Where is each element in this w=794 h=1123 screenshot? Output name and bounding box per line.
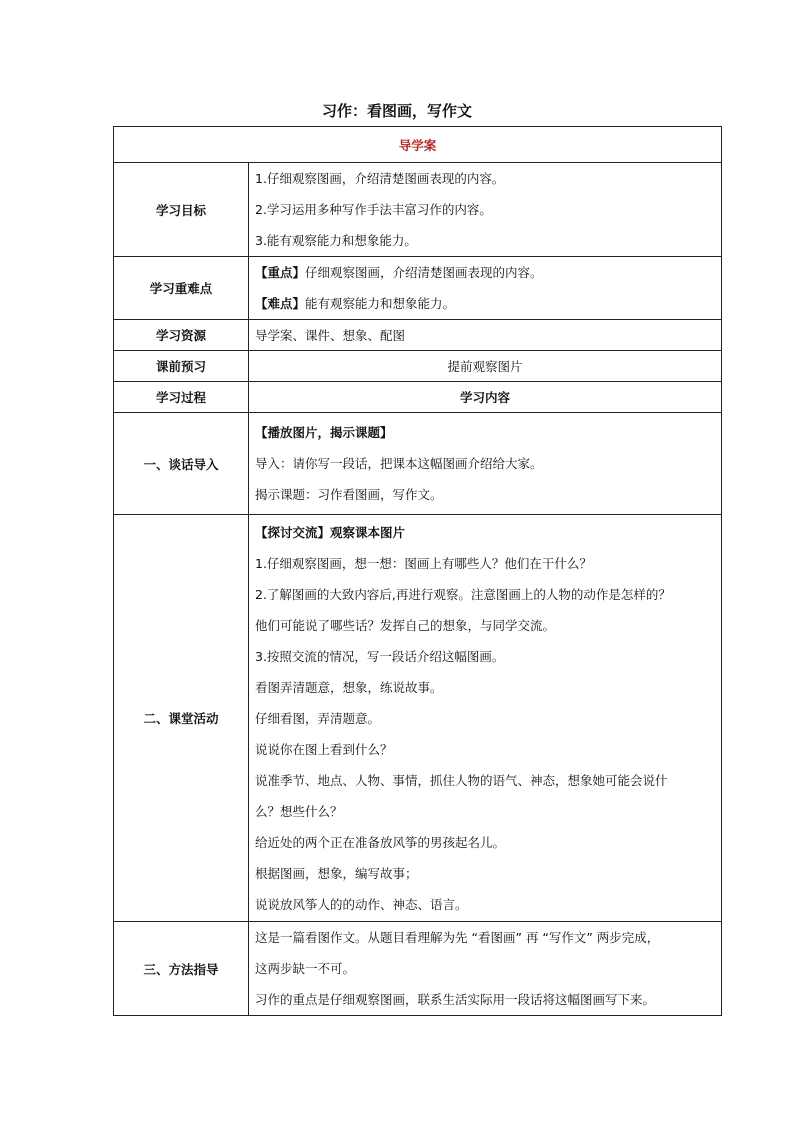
row-label-activity: 二、课堂活动 bbox=[114, 515, 249, 922]
intro-line-1: 导入：请你写一段话，把课本这幅图画介绍给大家。 bbox=[255, 456, 543, 471]
activity-line-6: 仔细看图，弄清题意。 bbox=[255, 710, 381, 726]
key-point-line bbox=[255, 257, 715, 288]
method-line-1: 这是一篇看图作文。从题目看理解为先 “看图画” 再 “写作文” 两步完成， bbox=[255, 930, 660, 945]
table-row-process bbox=[114, 382, 722, 413]
row-content-key-points bbox=[249, 257, 722, 320]
key-point-text: 仔细观察图画，介绍清楚图画表现的内容。 bbox=[305, 265, 543, 280]
activity-line-3: 他们可能说了哪些话？发挥自己的想象，与同学交流。 bbox=[255, 617, 556, 633]
row-content-goals bbox=[249, 163, 722, 257]
difficulty-line bbox=[255, 288, 715, 319]
activity-line-1: 1.仔细观察图画，想一想：图画上有哪些人？他们在干什么？ bbox=[255, 555, 592, 571]
row-label-process: 学习过程 bbox=[114, 382, 249, 413]
table-row-method bbox=[114, 922, 722, 1016]
table-row-resources bbox=[114, 320, 722, 351]
activity-heading-text: 观察课本图片 bbox=[330, 524, 406, 540]
row-content-activity bbox=[249, 515, 722, 922]
goal-line-2: 2.学习运用多种写作手法丰富习作的内容。 bbox=[255, 202, 492, 217]
difficulty-tag: 【难点】 bbox=[255, 296, 306, 311]
row-label-intro: 一、谈话导入 bbox=[114, 413, 249, 515]
activity-line-8: 说准季节、地点、人物、事情，抓住人物的语气、神态，想象她可能会说什 bbox=[255, 772, 668, 788]
method-line-3: 习作的重点是仔细观察图画，联系生活实际用一段话将这幅图画写下来。 bbox=[255, 992, 656, 1007]
table-row-key-points bbox=[114, 257, 722, 320]
row-content-intro bbox=[249, 413, 722, 515]
row-label-resources: 学习资源 bbox=[114, 320, 249, 351]
activity-line-11: 根据图画，想象，编写故事； bbox=[255, 865, 418, 881]
activity-line-12: 说说放风筝人的的动作、神态、语言。 bbox=[255, 896, 468, 912]
table-header: 导学案 bbox=[114, 127, 722, 163]
key-point-tag: 【重点】 bbox=[255, 265, 306, 280]
row-label-method: 三、方法指导 bbox=[114, 922, 249, 1016]
activity-line-2: 2.了解图画的大致内容后,再进行观察。注意图画上的人物的动作是怎样的？ bbox=[255, 586, 671, 602]
table-row-intro bbox=[114, 413, 722, 515]
document-title: 习作：看图画，写作文 bbox=[321, 102, 472, 120]
table-row-goals bbox=[114, 163, 722, 257]
activity-line-10: 给近处的两个正在准备放风筝的男孩起名儿。 bbox=[255, 834, 506, 850]
intro-heading: 【播放图片，揭示课题】 bbox=[255, 425, 393, 440]
table-row-preview bbox=[114, 351, 722, 382]
table-header-row bbox=[114, 127, 722, 163]
goal-line-3: 3.能有观察能力和想象能力。 bbox=[255, 233, 417, 248]
activity-line-4: 3.按照交流的情况，写一段话介绍这幅图画。 bbox=[255, 648, 505, 664]
row-label-goals: 学习目标 bbox=[114, 163, 249, 257]
row-content-method bbox=[249, 922, 722, 1016]
row-label-preview: 课前预习 bbox=[114, 351, 249, 382]
activity-line-5: 看图弄清题意，想象，练说故事。 bbox=[255, 679, 443, 695]
row-content-resources: 导学案、课件、想象、配图 bbox=[249, 320, 722, 351]
table-row-activity bbox=[114, 515, 722, 922]
row-content-process: 学习内容 bbox=[249, 382, 722, 413]
intro-line-2: 揭示课题：习作看图画，写作文。 bbox=[255, 487, 443, 502]
lesson-plan-table bbox=[113, 126, 722, 1016]
activity-line-9: 么？想些什么？ bbox=[255, 803, 343, 819]
method-line-2: 这两步缺一不可。 bbox=[255, 961, 356, 976]
activity-heading-tag: 【探讨交流】 bbox=[255, 524, 331, 540]
activity-line-7: 说说你在图上看到什么？ bbox=[255, 741, 393, 757]
row-label-key-points: 学习重难点 bbox=[114, 257, 249, 320]
row-content-preview: 提前观察图片 bbox=[249, 351, 722, 382]
goal-line-1: 1.仔细观察图画，介绍清楚图画表现的内容。 bbox=[255, 171, 505, 186]
activity-heading bbox=[255, 517, 715, 548]
difficulty-text: 能有观察能力和想象能力。 bbox=[305, 296, 456, 311]
